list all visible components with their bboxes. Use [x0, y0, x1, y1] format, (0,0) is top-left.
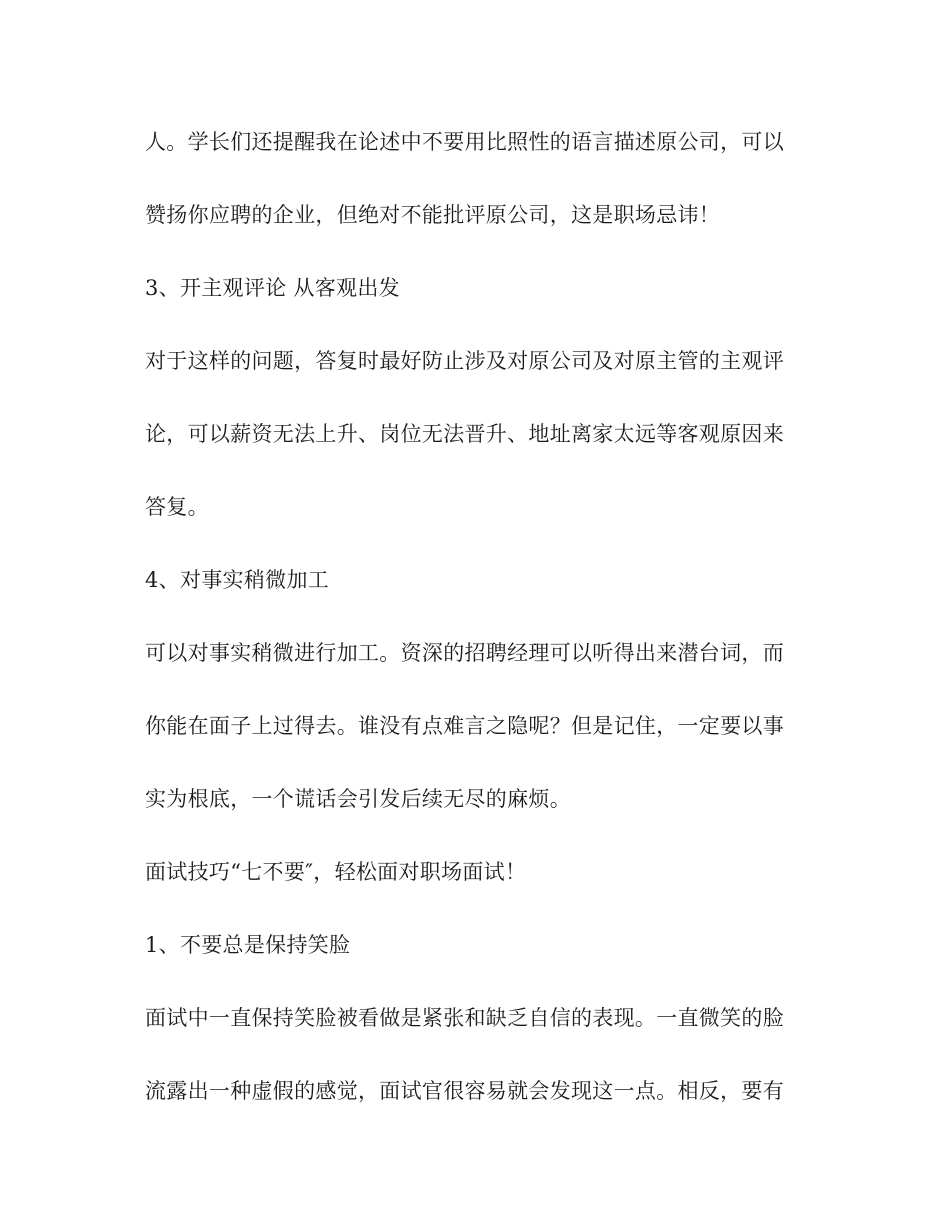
- body-text-line: 对于这样的问题，答复时最好防止涉及对原公司及对原主管的主观评: [145, 349, 784, 373]
- body-text-line: 你能在面子上过得去。谁没有点难言之隐呢？但是记住，一定要以事: [145, 714, 784, 738]
- body-text-line: 答复。: [145, 495, 209, 519]
- body-text-line: 赞扬你应聘的企业，但绝对不能批评原公司，这是职场忌讳！: [145, 203, 721, 227]
- body-text-line: 面试中一直保持笑脸被看做是紧张和缺乏自信的表现。一直微笑的脸: [145, 1006, 784, 1030]
- body-text-line: 论，可以薪资无法上升、岗位无法晋升、地址离家太远等客观原因来: [145, 422, 784, 446]
- body-text-line: 人。学长们还提醒我在论述中不要用比照性的语言描述原公司，可以: [145, 130, 784, 154]
- section-heading: 1、不要总是保持笑脸: [145, 933, 351, 957]
- body-text-line: 实为根底，一个谎话会引发后续无尽的麻烦。: [145, 787, 571, 811]
- body-text-line: 可以对事实稍微进行加工。资深的招聘经理可以听得出来潜台词，而: [145, 641, 784, 665]
- section-heading: 4、对事实稍微加工: [145, 568, 330, 592]
- section-heading: 3、开主观评论 从客观出发: [145, 276, 400, 300]
- body-text-line: 流露出一种虚假的感觉，面试官很容易就会发现这一点。相反，要有: [145, 1079, 784, 1103]
- section-title: 面试技巧“七不要″，轻松面对职场面试！: [145, 860, 527, 884]
